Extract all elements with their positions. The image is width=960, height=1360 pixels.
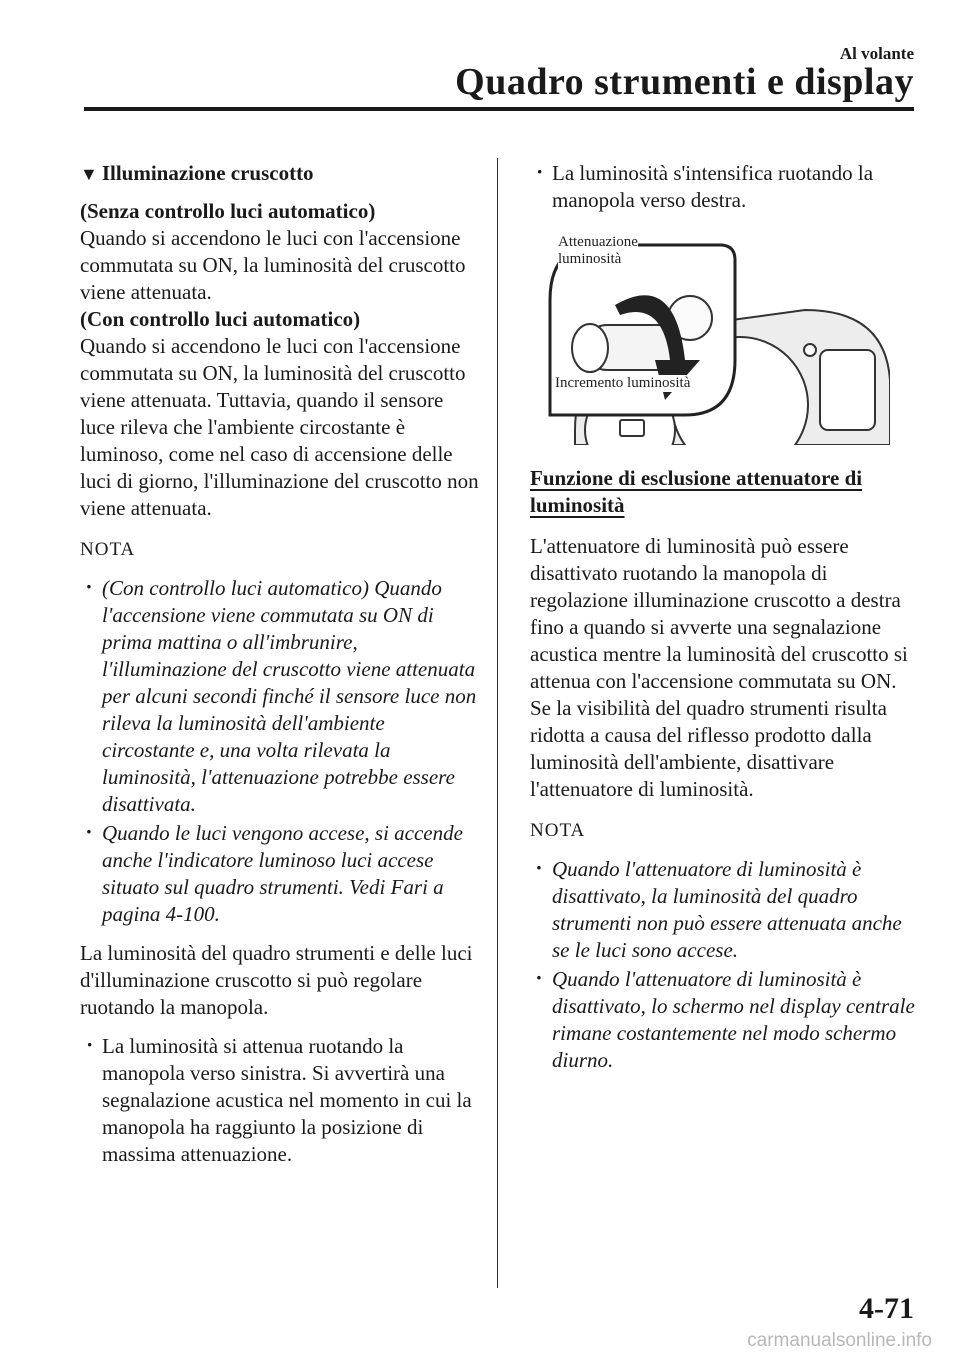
paragraph: Quando si accendono le luci con l'accensione commutata su ON, la luminosità del cruscotto viene attenuata.: [80, 226, 466, 304]
paragraph: L'attenuatore di luminosità può essere disattivato ruotando la manopola di regolazione illuminazione cruscotto a destra fino a quando si avverte una segnalazione acustica mentre la luminosità del cruscotto si attenua con l'accensione commutata su ON. Se la visibilità del quadro strumenti risulta ridotta a causa del riflesso prodotto dalla luminosità dell'ambiente, disattivare l'attenuatore di luminosità.: [530, 534, 908, 801]
bullet-list: [530, 160, 920, 214]
knob-face: [572, 324, 608, 372]
bullet-item: · La luminosità si attenua ruotando la manopola verso sinistra. Si avvertirà una segnalazione acustica nel momento in cui la manopola ha raggiunto la posizione di massima attenuazione.: [80, 1033, 480, 1168]
section-heading: [80, 160, 480, 188]
bullet-item: · La luminosità s'intensifica ruotando la manopola verso destra.: [530, 160, 920, 214]
nota-item: · (Con controllo luci automatico) Quando l'accensione viene commutata su ON di prima mattina o all'imbrunire, l'illuminazione del cruscotto viene attenuata per alcuni secondi finché il sensore luce non rileva la luminosità dell'ambiente circostante e, una volta rilevata la luminosità, l'attenuazione potrebbe essere disattivata.: [80, 575, 480, 818]
gauge-display: [820, 350, 875, 430]
nota-item: · Quando l'attenuatore di luminosità è disattivato, lo schermo nel display centrale rimane costantemente nel modo schermo diurno.: [530, 966, 920, 1074]
nota-label: NOTA: [530, 820, 586, 841]
right-column: [530, 160, 920, 1086]
left-column: [80, 160, 480, 1180]
paragraph: La luminosità del quadro strumenti e delle luci d'illuminazione cruscotto si può regolare ruotando la manopola.: [80, 941, 473, 1019]
section-heading-text: Illuminazione cruscotto: [101, 161, 314, 185]
subheading-with-auto: (Con controllo luci automatico): [80, 307, 361, 331]
page-number: 4-71: [859, 1292, 914, 1325]
dimmer-knob-position: [804, 344, 816, 356]
page-title: Quadro strumenti e display: [455, 61, 914, 103]
watermark: carmanualsonline.info: [747, 1330, 932, 1351]
section-label: Al volante: [839, 44, 914, 63]
header-rule: [84, 107, 914, 111]
dimmer-figure: [545, 230, 890, 445]
bullet-list: [80, 1033, 480, 1168]
label-dim-brightness: Attenuazione luminosità: [558, 234, 638, 267]
subheading-without-auto: (Senza controllo luci automatico): [80, 199, 376, 223]
nota-list: [80, 575, 480, 928]
underlined-subheading: Funzione di esclusione attenuatore di luminosità: [530, 466, 863, 517]
nota-label: NOTA: [80, 539, 136, 560]
nota-item: · Quando l'attenuatore di luminosità è disattivato, la luminosità del quadro strumenti non può essere attenuata anche se le luci sono accese.: [530, 856, 920, 964]
nota-list: [530, 856, 920, 1074]
nota-item: · Quando le luci vengono accese, si accende anche l'indicatore luminoso luci accese situato sul quadro strumenti. Vedi Fari a pagina 4-100.: [80, 820, 480, 928]
paragraph: Quando si accendono le luci con l'accensione commutata su ON, la luminosità del cruscotto viene attenuata. Tuttavia, quando il sensore luce rileva che l'ambiente circostante è luminoso, come nel caso di accensione delle luci di giorno, l'illuminazione del cruscotto non viene attenuata.: [80, 334, 479, 520]
column-divider: [497, 158, 498, 1288]
triangle-marker-icon: ▼: [80, 164, 98, 184]
label-increase-brightness: Incremento luminosità: [555, 375, 691, 391]
